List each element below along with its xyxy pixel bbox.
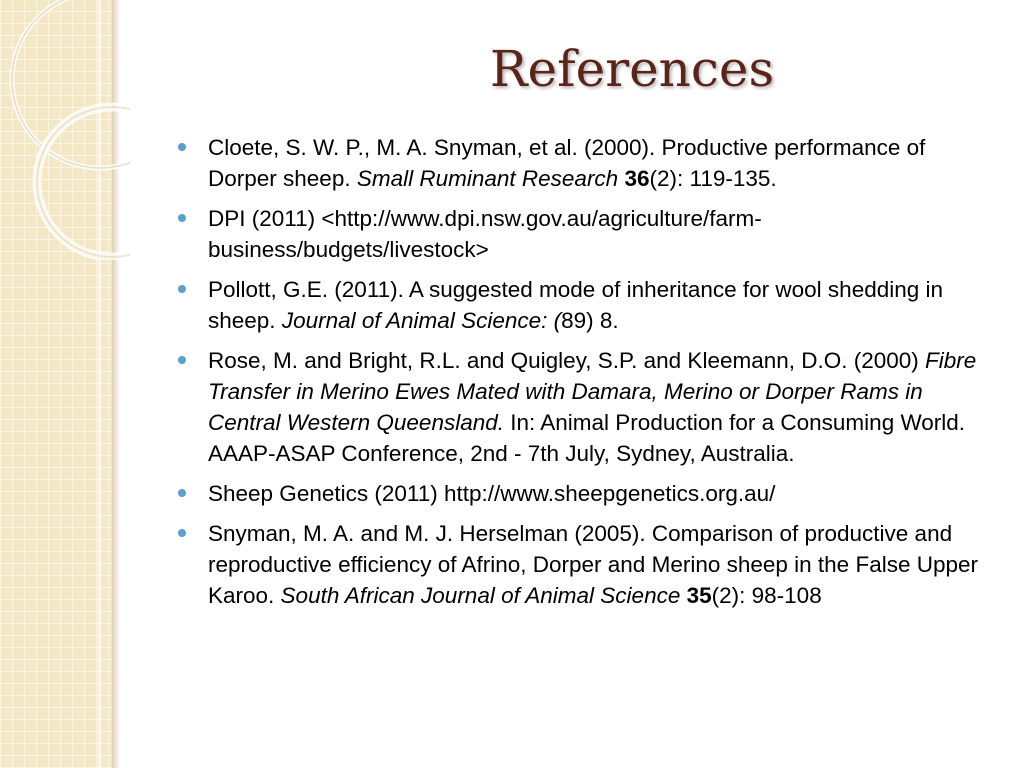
bullet-icon [178,489,186,497]
reference-text: Sheep Genetics (2011) http://www.sheepgenetics.org.au/ [208,481,776,506]
reference-text: 35 [686,583,712,608]
reference-item [176,274,991,336]
reference-text: Snyman, M. A. and M. J. Herselman (2005). Comparison of productive and reproductive efficiency of Afrino, Dorper and Merino sheep in the False Upper Karoo. [208,521,978,608]
bullet-icon [178,356,186,364]
reference-text: In: Animal Production for a Consuming World. AAAP-ASAP Conference, 2nd - 7th July, Sydney, Australia. [208,410,966,466]
reference-text: Fibre Transfer in Merino Ewes Mated with Damara, Merino or Dorper Rams in Central Western Queensland. [208,348,977,435]
reference-text: Journal of Animal Science: ( [281,308,562,333]
reference-text: Small Ruminant Research [356,166,619,191]
reference-item [176,132,991,194]
reference-item [176,478,991,509]
reference-text: Rose, M. and Bright, R.L. and Quigley, S.P. and Kleemann, D.O. (2000) [208,348,926,373]
reference-text: South African Journal of Animal Science [280,583,681,608]
reference-item [176,518,991,611]
reference-text: Cloete, S. W. P., M. A. Snyman, et al. (2000). Productive performance of Dorper sheep. [208,135,926,191]
bullet-icon [178,143,186,151]
bullet-icon [178,529,186,537]
bullet-icon [178,214,186,222]
reference-text: 89) 8. [561,308,619,333]
bullet-icon [178,285,186,293]
reference-text: Pollott, G.E. (2011). A suggested mode of inheritance for wool shedding in sheep. [208,277,944,333]
reference-list [176,132,991,620]
reference-text: DPI (2011) <http://www.dpi.nsw.gov.au/agriculture/farm-business/budgets/livestock> [208,206,762,262]
decorative-rings [0,0,130,260]
reference-item [176,345,991,469]
slide-title: References [489,40,775,98]
reference-text: (2): 98-108 [711,583,822,608]
reference-item [176,203,991,265]
reference-text: 36 [624,166,650,191]
reference-text: (2): 119-135. [649,166,777,191]
